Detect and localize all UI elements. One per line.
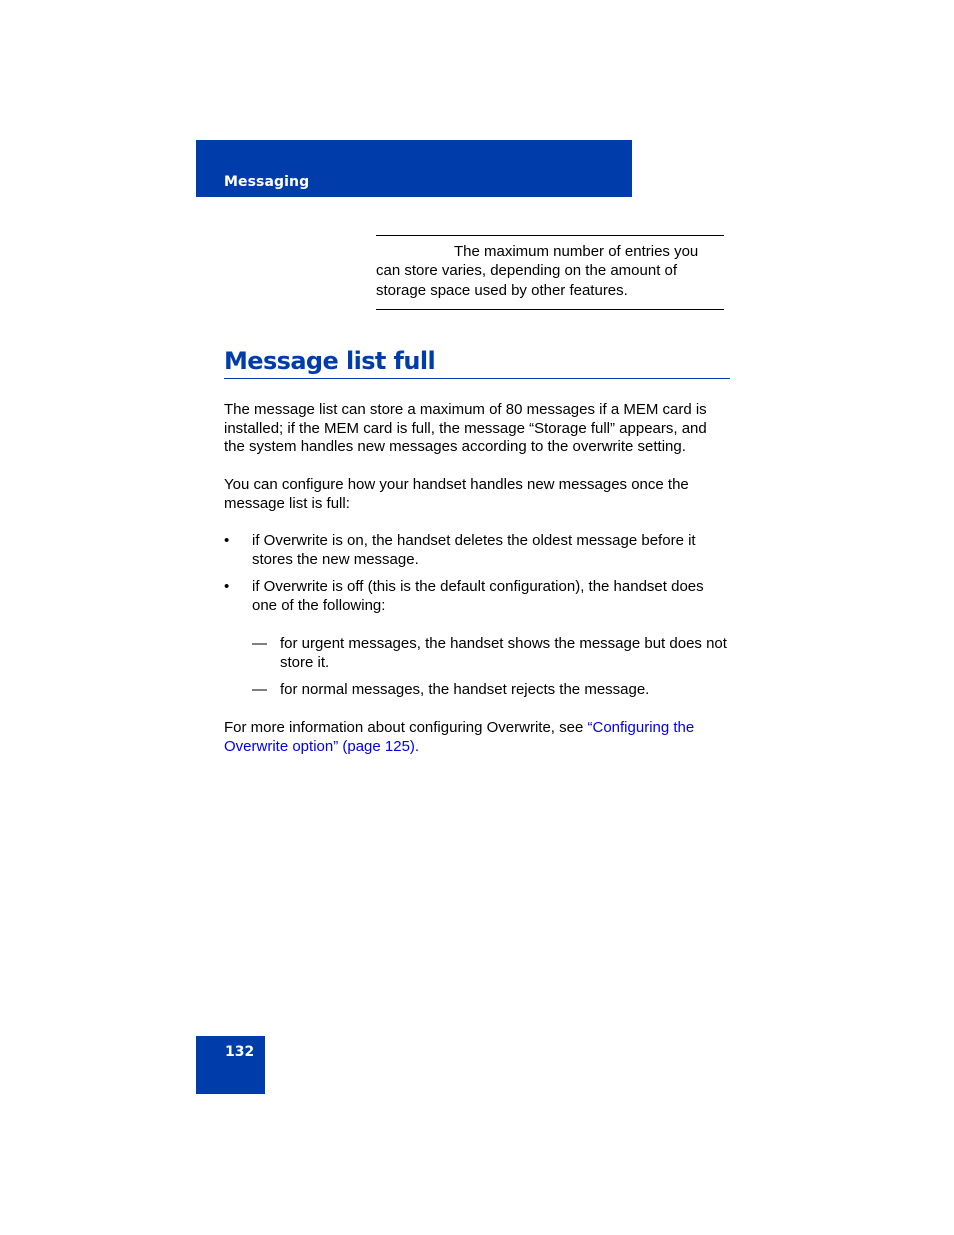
page-number: 132 [225, 1044, 255, 1060]
list-item [224, 578, 730, 616]
configuring-overwrite-link[interactable]: “Configuring the Overwrite option” (page 125). [224, 719, 695, 755]
page-title: Message list full [224, 347, 436, 375]
list-item-text: if Overwrite is off (this is the default configuration), the handset does one of the following: [252, 578, 704, 614]
sub-list-item [252, 635, 730, 673]
sub-list-item [252, 681, 730, 701]
note-box [376, 235, 724, 310]
note-text: The maximum number of entries you can store varies, depending on the amount of storage space used by other features. [376, 243, 699, 299]
sub-list-item-text: for normal messages, the handset rejects the message. [280, 681, 650, 698]
more-info-text: For more information about configuring Overwrite, see [224, 719, 588, 736]
running-header-title: Messaging [224, 174, 310, 190]
list-item [224, 532, 730, 570]
list-item-text: if Overwrite is on, the handset deletes the oldest message before it stores the new message. [252, 532, 696, 568]
bullet-icon: • [224, 532, 230, 549]
intro-paragraph: The message list can store a maximum of 80 messages if a MEM card is installed; if the MEM card is full, the message “Storage full” appears, and the system handles new messages according to the overwrite setting. [224, 401, 707, 456]
configure-paragraph: You can configure how your handset handles new messages once the message list is full: [224, 476, 689, 512]
more-info-paragraph [224, 719, 730, 756]
dash-icon: — [252, 635, 267, 652]
section-heading [224, 344, 730, 379]
dash-icon: — [252, 681, 267, 698]
page-number-tab [196, 1036, 265, 1094]
bullet-icon: • [224, 578, 230, 595]
header-band [196, 140, 632, 197]
sub-list-item-text: for urgent messages, the handset shows the message but does not store it. [280, 635, 727, 671]
